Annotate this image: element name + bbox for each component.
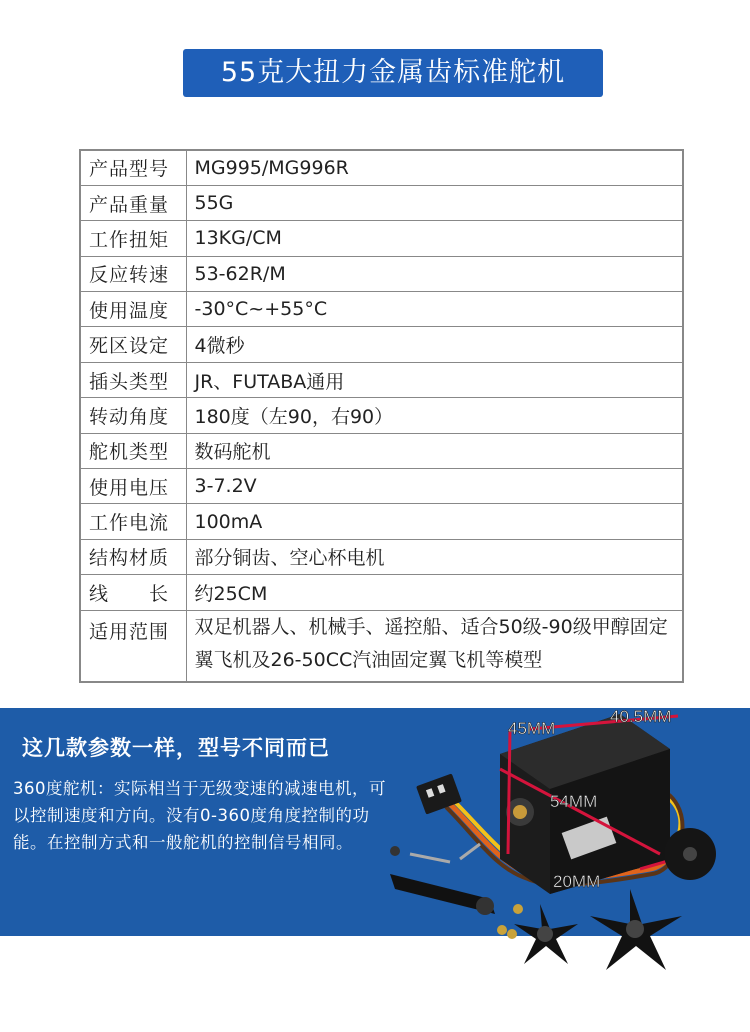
spec-value: 55G <box>186 185 683 220</box>
spec-value: 53-62R/M <box>186 256 683 291</box>
spec-label: 插头类型 <box>80 362 186 397</box>
table-row <box>80 469 683 504</box>
table-row <box>80 504 683 539</box>
table-row <box>80 292 683 327</box>
spec-table <box>79 149 684 683</box>
spec-value: 部分铜齿、空心杯电机 <box>186 539 683 574</box>
spec-label: 死区设定 <box>80 327 186 362</box>
band-body-text: 360度舵机：实际相当于无级变速的减速电机，可以控制速度和方向。没有0-360度角度控制的功能。在控制方式和一般舵机的控制信号相同。 <box>13 779 386 852</box>
table-row <box>80 610 683 682</box>
spec-value: 100mA <box>186 504 683 539</box>
spec-label: 产品型号 <box>80 150 186 185</box>
spec-value: 3-7.2V <box>186 469 683 504</box>
table-row <box>80 256 683 291</box>
table-row <box>80 433 683 468</box>
spec-label: 舵机类型 <box>80 433 186 468</box>
dimension-length-label: 40.5MM <box>610 707 672 726</box>
spec-value: MG995/MG996R <box>186 150 683 185</box>
spec-label: 工作电流 <box>80 504 186 539</box>
spec-label: 转动角度 <box>80 398 186 433</box>
dimension-height-label: 45MM <box>508 719 556 738</box>
table-row <box>80 185 683 220</box>
spec-label: 适用范围 <box>80 610 186 682</box>
table-row <box>80 221 683 256</box>
page-title: 55克大扭力金属齿标准舵机 <box>183 49 603 97</box>
band-heading: 这几款参数一样，型号不同而已 <box>22 736 330 760</box>
spec-value: 数码舵机 <box>186 433 683 468</box>
spec-value: 180度（左90，右90） <box>186 398 683 433</box>
spec-value: 13KG/CM <box>186 221 683 256</box>
spec-value: 4微秒 <box>186 327 683 362</box>
table-row <box>80 362 683 397</box>
dimension-width-label: 20MM <box>553 872 601 891</box>
spec-label: 工作扭矩 <box>80 221 186 256</box>
spec-label: 结构材质 <box>80 539 186 574</box>
spec-label: 使用温度 <box>80 292 186 327</box>
spec-value: 约25CM <box>186 575 683 610</box>
table-row <box>80 150 683 185</box>
table-row <box>80 327 683 362</box>
spec-value: JR、FUTABA通用 <box>186 362 683 397</box>
spec-value: -30°C~+55°C <box>186 292 683 327</box>
spec-label: 线 长 <box>80 575 186 610</box>
spec-label: 反应转速 <box>80 256 186 291</box>
dimension-depth-label: 54MM <box>550 792 598 811</box>
table-row <box>80 398 683 433</box>
spec-value: 双足机器人、机械手、遥控船、适合50级-90级甲醇固定翼飞机及26-50CC汽油固定翼飞机等模型 <box>186 610 683 682</box>
table-row <box>80 539 683 574</box>
servo-product-illustration <box>380 694 750 1032</box>
table-row <box>80 575 683 610</box>
spec-label: 使用电压 <box>80 469 186 504</box>
spec-label: 产品重量 <box>80 185 186 220</box>
